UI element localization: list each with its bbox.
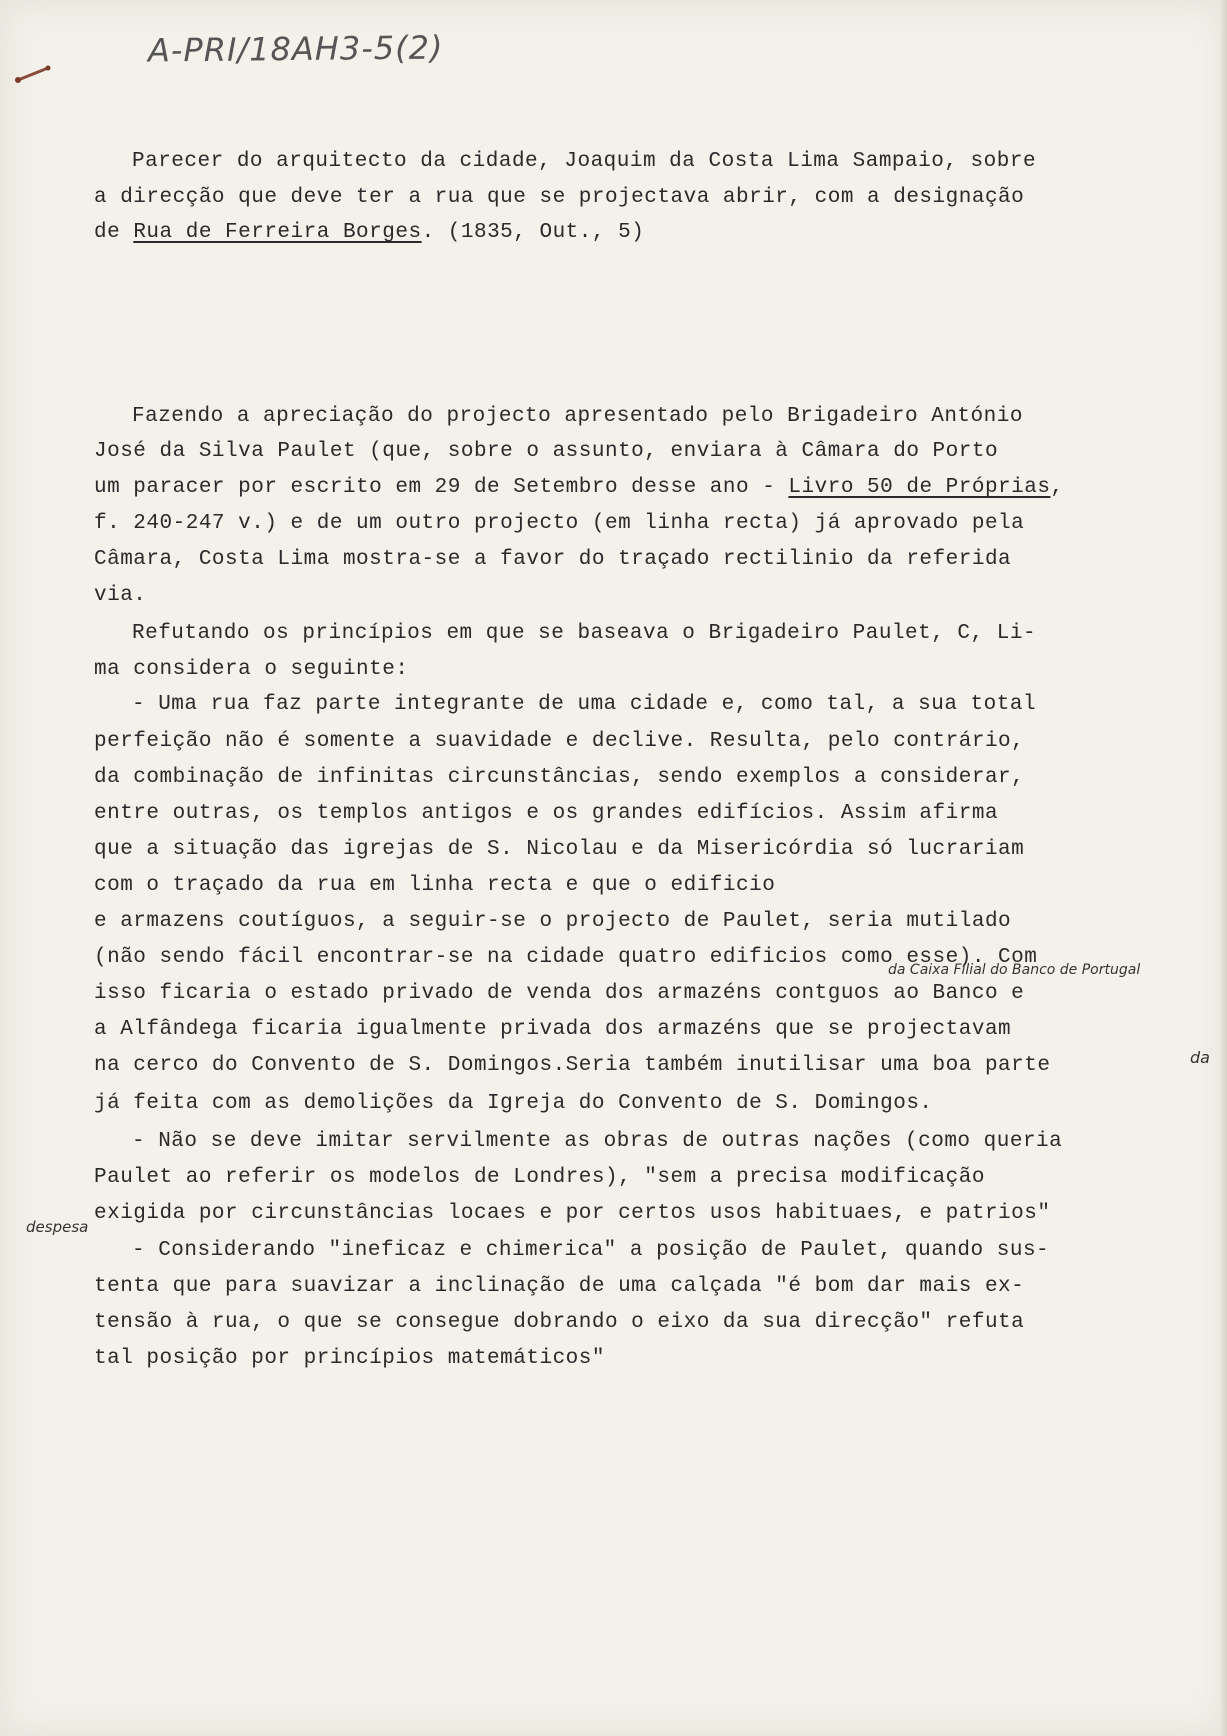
para1-line-2: José da Silva Paulet (que, sobre o assunto, enviara à Câmara do Porto — [94, 440, 999, 463]
para1-line-6: via. — [94, 584, 147, 607]
para3-line-12: já feita com as demolições da Igreja do Convento de S. Domingos. — [94, 1092, 933, 1115]
para5-line-3: tensão à rua, o que se consegue dobrando o eixo da sua direcção" refuta — [94, 1311, 1025, 1334]
para5-line-1: - Considerando "ineficaz e chimerica" a posição de Paulet, quando sus- — [132, 1239, 1050, 1262]
para4-line-3: exigida por circunstâncias locaes e por certos usos habituaes, e patrios" — [94, 1202, 1051, 1225]
para5-line-4: tal posição por princípios matemáticos" — [94, 1347, 605, 1370]
handwritten-annotation-bank: da Caixa Filial do Banco de Portugal — [888, 962, 1141, 978]
para1-line-3 — [94, 476, 1064, 499]
page-edge — [1221, 0, 1227, 1736]
book-reference: Livro 50 de Próprias — [788, 476, 1051, 499]
para3-line-3: da combinação de infinitas circunstâncias, sendo exemplos a considerar, — [94, 766, 1025, 789]
para3-line-2: perfeição não é somente a suavidade e declive. Resulta, pelo contrário, — [94, 730, 1025, 753]
archive-reference: A-PRI/18AH3-5(2) — [147, 28, 444, 70]
handwritten-margin-note: despesa — [26, 1218, 89, 1236]
title-line-1: Parecer do arquitecto da cidade, Joaquim da Costa Lima Sampaio, sobre — [132, 150, 1037, 173]
para3-line-11: na cerco do Convento de S. Domingos.Seria também inutilisar uma boa parte — [94, 1054, 1051, 1077]
title-line-3-prefix: de — [94, 221, 134, 244]
para1-line-3-suffix: , — [1050, 476, 1064, 499]
para1-line-3-prefix: um paracer por escrito em 29 de Setembro desse ano - — [94, 476, 789, 499]
title-date: . (1835, Out., 5) — [421, 221, 645, 244]
title-line-3 — [94, 221, 644, 244]
para1-line-1: Fazendo a apreciação do projecto apresentado pelo Brigadeiro António — [132, 405, 1023, 428]
para1-line-4: f. 240-247 v.) e de um outro projecto (em linha recta) já aprovado pela — [94, 512, 1025, 535]
para4-line-2: Paulet ao referir os modelos de Londres), "sem a precisa modificação — [94, 1166, 985, 1189]
para2-line-2: ma considera o seguinte: — [94, 658, 409, 681]
title-line-2: a direcção que deve ter a rua que se projectava abrir, com a designação — [94, 186, 1025, 209]
para3-line-9: isso ficaria o estado privado de venda dos armazéns contguos ao Banco e — [94, 982, 1025, 1005]
staple-icon — [14, 64, 54, 84]
para5-line-2: tenta que para suavizar a inclinação de uma calçada "é bom dar mais ex- — [94, 1275, 1025, 1298]
handwritten-annotation-da: da — [1190, 1048, 1210, 1067]
para2-line-1: Refutando os princípios em que se baseava o Brigadeiro Paulet, C, Li- — [132, 622, 1037, 645]
para3-line-1: - Uma rua faz parte integrante de uma cidade e, como tal, a sua total — [132, 693, 1037, 716]
para3-line-8: (não sendo fácil encontrar-se na cidade quatro edificios como esse). Com — [94, 946, 1038, 969]
para3-line-6: com o traçado da rua em linha recta e que o edificio — [94, 874, 776, 897]
street-name: Rua de Ferreira Borges — [133, 221, 422, 244]
para3-line-4: entre outras, os templos antigos e os grandes edifícios. Assim afirma — [94, 802, 999, 825]
para3-line-7: e armazens coutíguos, a seguir-se o projecto de Paulet, seria mutilado — [94, 910, 1012, 933]
para3-line-10: a Alfândega ficaria igualmente privada dos armazéns que se projectavam — [94, 1018, 1012, 1041]
para1-line-5: Câmara, Costa Lima mostra-se a favor do traçado rectilinio da referida — [94, 548, 1012, 571]
para4-line-1: - Não se deve imitar servilmente as obras de outras nações (como queria — [132, 1130, 1063, 1153]
para3-line-5: que a situação das igrejas de S. Nicolau e da Misericórdia só lucrariam — [94, 838, 1025, 861]
